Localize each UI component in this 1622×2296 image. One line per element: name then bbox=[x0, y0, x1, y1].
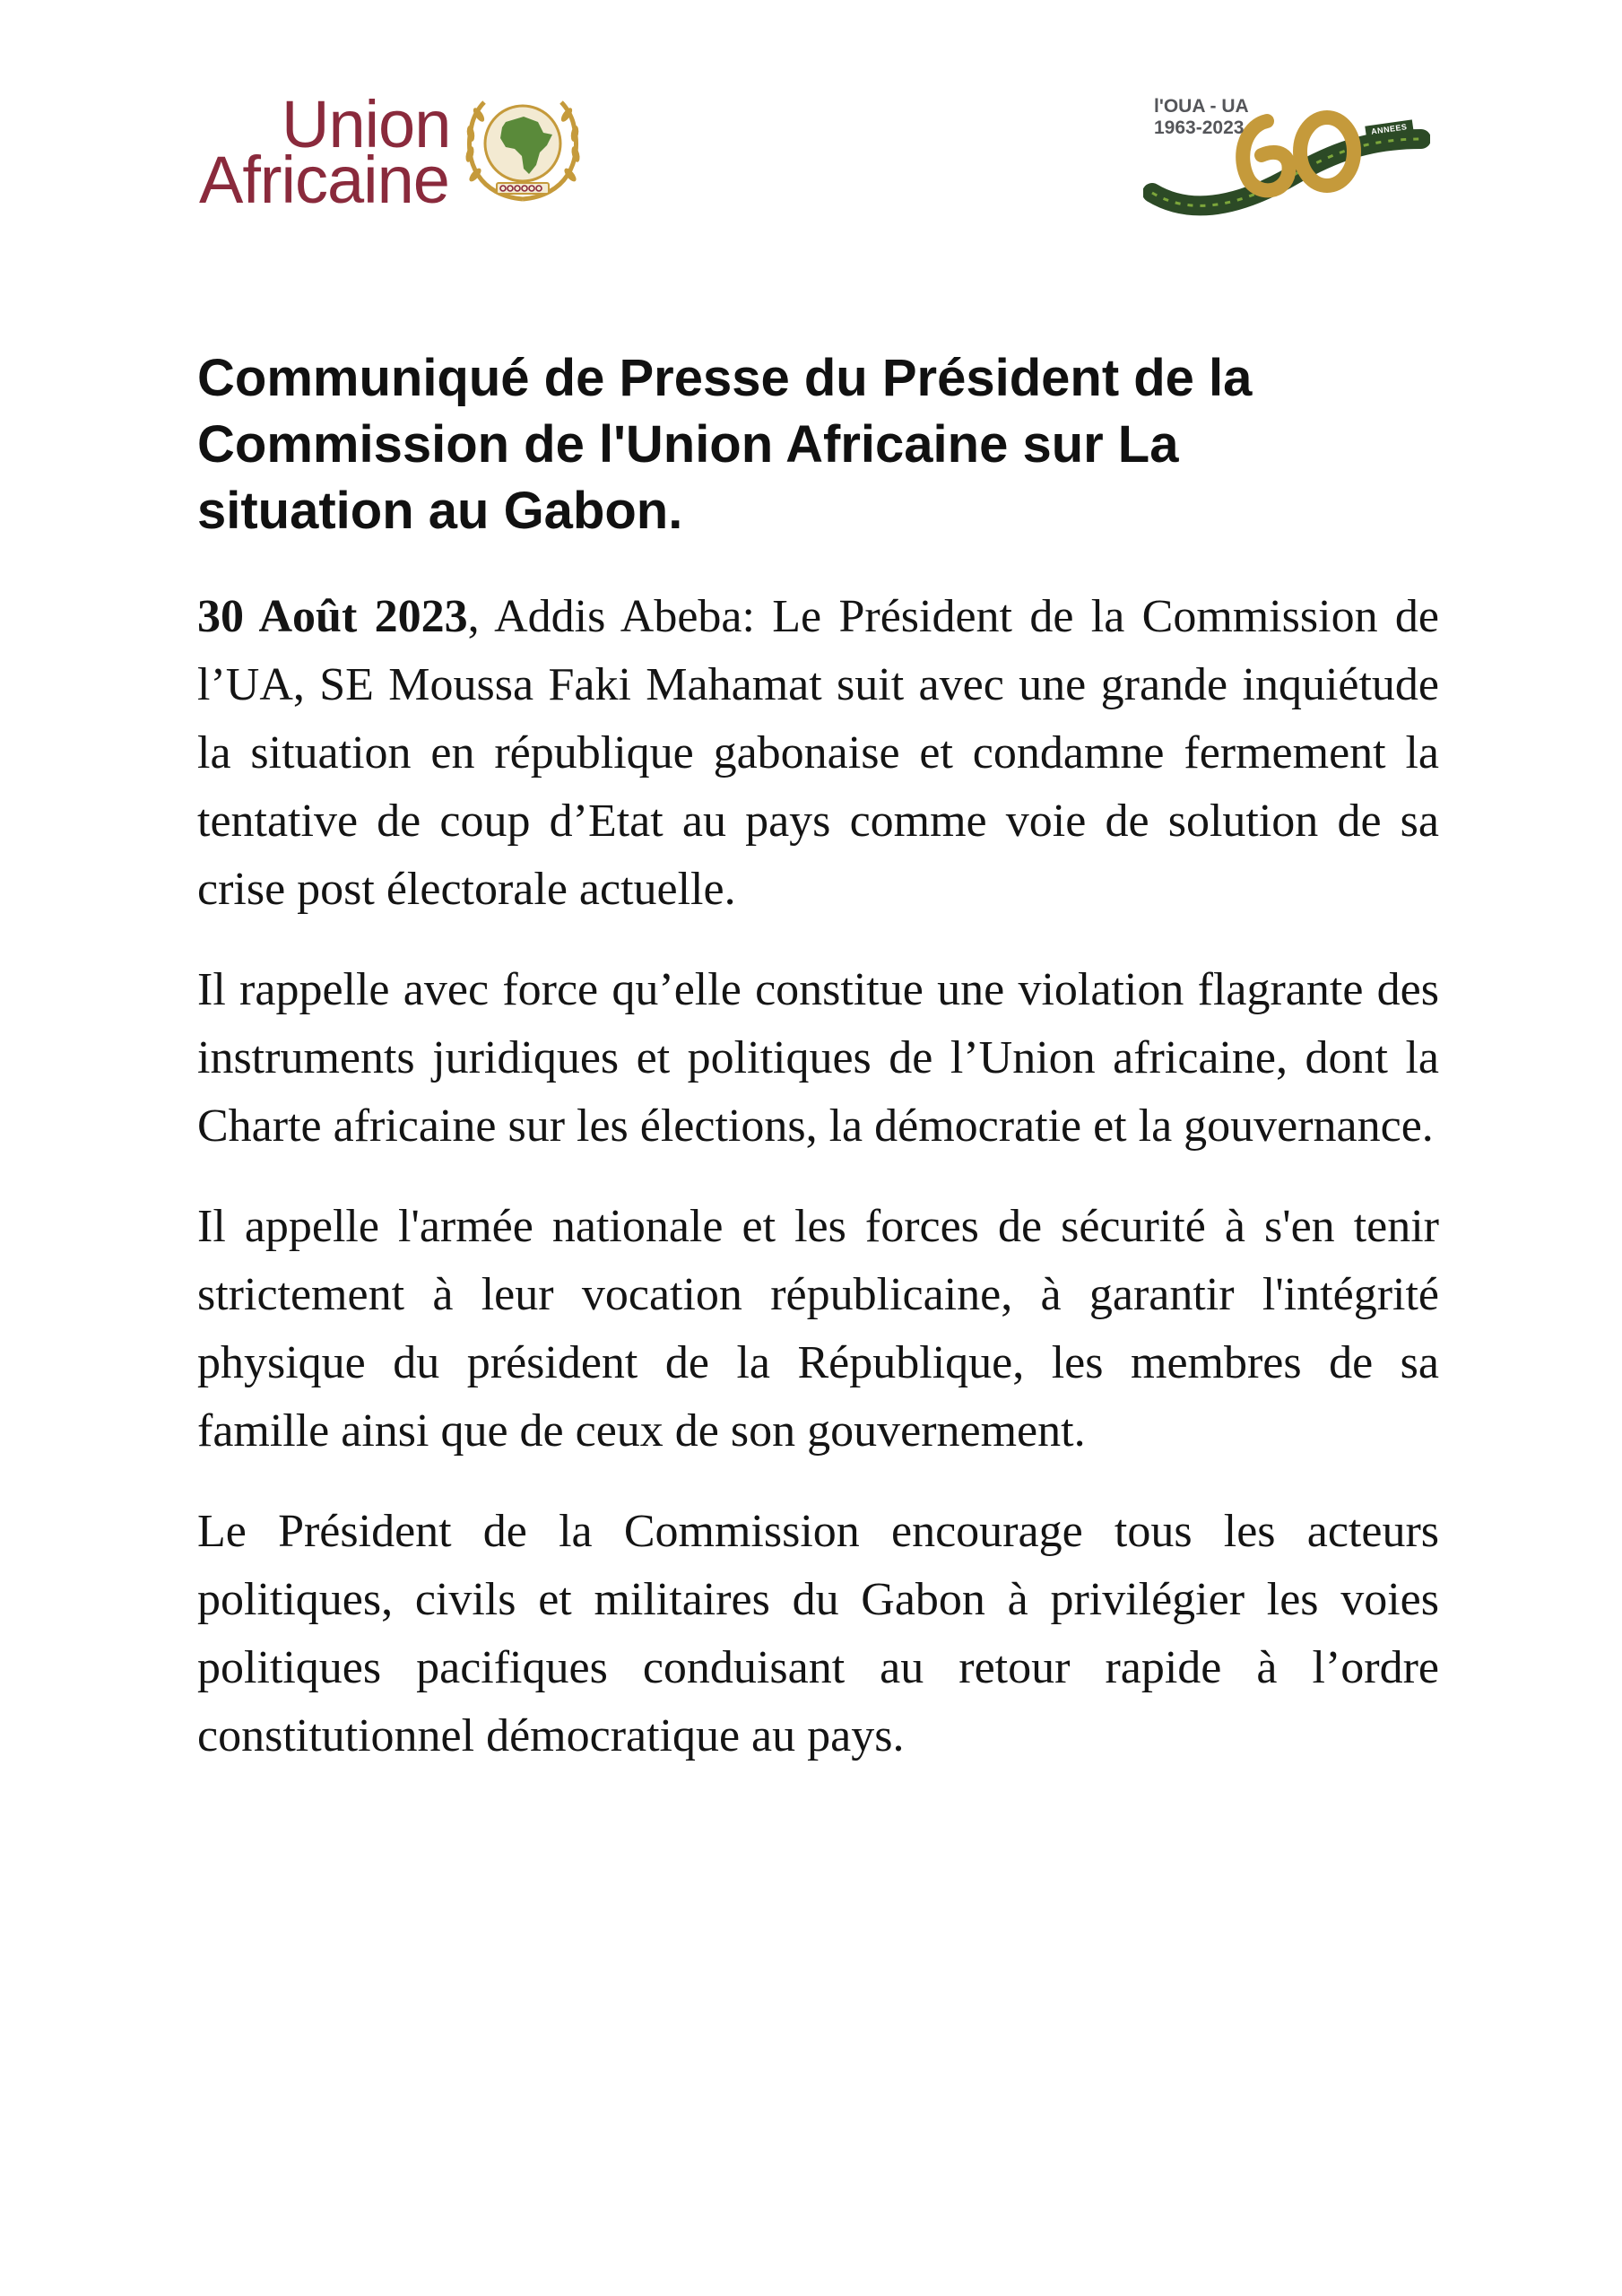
page-header bbox=[0, 0, 1622, 269]
paragraph-1-text: , Addis Abeba: Le Président de la Commission de l’UA, SE Moussa Faki Mahamat suit avec une grande inquiétude la situation en république gabonaise et condamne fermement la tentative de coup d’Etat au pays comme voie de solution de sa crise post électorale actuelle. bbox=[197, 591, 1439, 915]
anniversary-word: ANNEES bbox=[1365, 119, 1413, 138]
paragraph-3: Il appelle l'armée nationale et les forces de sécurité à s'en tenir strictement à leur vocation républicaine, à garantir l'intégrité physique du président de la République, les membres de sa famille ainsi que de ceux de son gouvernement. bbox=[197, 1201, 1439, 1457]
logo-word-union: Union bbox=[282, 87, 451, 161]
au-emblem-icon bbox=[455, 90, 590, 206]
african-union-logo bbox=[199, 87, 594, 217]
press-release-body bbox=[197, 583, 1439, 1803]
anniversary-label: l'OUA - UA bbox=[1154, 96, 1249, 117]
paragraph-2: Il rappelle avec force qu’elle constitue une violation flagrante des instruments juridiques et politiques de l’Union africaine, dont la Charte africaine sur les élections, la démocratie et la gouvernance. bbox=[197, 964, 1439, 1152]
press-release-title: Communiqué de Presse du Président de la Commission de l'Union Africaine sur La situation au Gabon. bbox=[197, 349, 1253, 540]
oau-au-60-years-logo bbox=[1143, 85, 1430, 220]
paragraph-1 bbox=[197, 583, 1439, 924]
logo-word-africaine: Africaine bbox=[199, 143, 449, 217]
anniversary-years: 1963-2023 bbox=[1154, 117, 1245, 138]
release-date: 30 Août 2023 bbox=[197, 591, 468, 642]
paragraph-4: Le Président de la Commission encourage tous les acteurs politiques, civils et militaires du Gabon à privilégier les voies politiques pacifiques conduisant au retour rapide à l’ordre constitutionnel démocratique au pays. bbox=[197, 1506, 1439, 1761]
